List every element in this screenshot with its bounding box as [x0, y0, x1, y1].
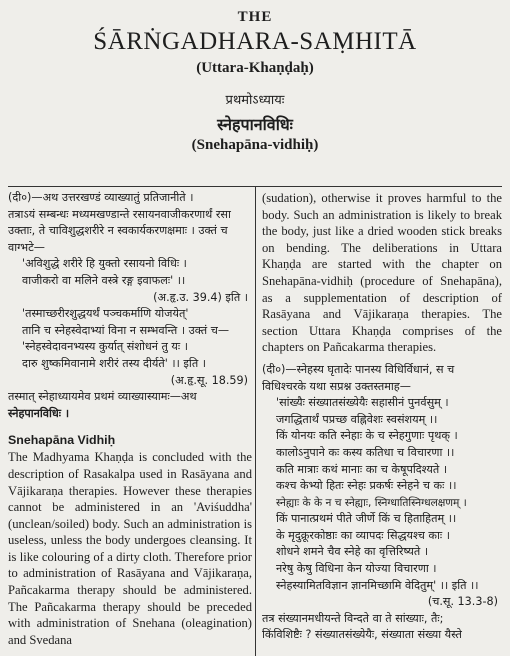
commentary-line: स्नेहपानविधिः । — [8, 406, 70, 420]
section-heading: Snehapāna Vidhiḥ — [8, 433, 116, 448]
verse-line: 'स्नेहस्वेदावनभ्यस्य कुर्यात् संशोधनं तु यः । — [22, 340, 188, 354]
body-paragraph: The Madhyama Khaṇḍa is concluded with the description of Rasakalpa used in Rasāyana and Vājikaraṇa therapies. However these therapies cannot be administered in an 'Aviśuddha' (unclean/soiled) body. Such an administration is useless, unless the body undergoes cleansing. It is like colouring of a dirty cloth. Therefore prior to administration of Rasāyana and Vājikaraṇa, Pañcakarma therapy should be administered. The Pañcakarma therapy should be preceded with administration of Snehana (oleagination) and Svedana — [8, 450, 252, 647]
page-header — [0, 8, 510, 154]
commentary-line: तत्र संख्यानमधीयन्ते विन्दते वा ते सांख्याः, तैः; — [262, 611, 444, 625]
verse-line: 'अविशुद्धे शरीरे हि युक्तो रसायनो विधिः । — [22, 257, 187, 271]
verse-line: कालोऽनुपाने कः कस्य कतिधा च विचारणा ।। — [276, 445, 455, 459]
commentary-line: तस्मात् स्नेहाध्यायमेव प्रथमं व्याख्यास्यामः—अथ — [8, 390, 197, 404]
body-paragraph: (sudation), otherwise it proves harmful to the body. Such an administration is likely to break the body, just like a dried wooden stick breaks on bending. The deliberations in Uttara Khaṇḍa are started with the chapter on Snehapāna-vidhiḥ (procedure of Snehapāna), as a supplementation of description of Rasāyana and Vājikaraṇa therapies. The section Uttara Khaṇḍa comprises of the chapters on Pañcakarma therapies. — [262, 191, 502, 355]
commentary-line: विधिश्चरके यथा सप्रश्न उक्तस्तमाह— — [262, 379, 411, 393]
verse-line: दारु शुष्कमिवानामे शरीरं तस्य दीर्यते' ।। इति । — [22, 356, 206, 370]
verse-line: कति मात्राः कथं मानाः का च केषूपदिश्यते । — [276, 462, 448, 476]
verse-line: तानि च स्नेहस्वेदाभ्यां विना न सम्भवन्ति । उक्तं च— — [22, 323, 230, 337]
commentary-line: उक्ताः, ते चाविशुद्धशरीरे न स्वकार्यकरणक्षमाः । उक्तं च — [8, 224, 228, 238]
column-divider — [255, 186, 256, 656]
commentary-line: किंविशिष्टैः ? संख्यातसंख्येयैः, संख्याता संख्या यैस्ते — [262, 628, 462, 642]
commentary-line: (दी०)—स्नेहस्य घृतादेः पानस्य विधिर्विधानं, स च — [262, 362, 455, 376]
verse-line: स्नेहस्यामितविज्ञान ज्ञानमिच्छामि वेदितुम्' ।। इति ।। — [276, 578, 479, 592]
verse-reference: (अ.हृ.उ. 39.4) इति । — [153, 290, 248, 304]
verse-line: किं योनयः कति स्नेहाः के च स्नेहगुणाः पृथक् । — [276, 429, 458, 443]
chapter-number: प्रथमोऽध्यायः — [225, 93, 285, 108]
verse-line: शोधने शमने चैव स्नेहे का वृत्तिरिष्यते । — [276, 545, 429, 559]
commentary-line: (दी०)—अथ उत्तरखण्डं व्याख्यातुं प्रतिजानीते । — [8, 191, 194, 204]
verse-reference: (अ.हृ.सू. 18.59) — [170, 373, 248, 387]
book-title: ŚĀRṄGADHARA-SAṂHITĀ — [93, 28, 417, 55]
commentary-line: वाग्भटे— — [8, 240, 45, 254]
book-the: THE — [237, 9, 273, 25]
book-subtitle: (Uttara-Khaṇḍaḥ) — [196, 60, 314, 76]
chapter-title-devanagari: स्नेहपानविधिः — [217, 114, 293, 134]
commentary-line: तत्राऽयं सम्बन्धः मध्यमखण्डान्ते रसायनवाजीकरणार्थं रसा — [8, 207, 231, 221]
verse-line: कश्च केभ्यो हितः स्नेहः प्रकर्षः स्नेहने च कः ।। — [276, 479, 457, 493]
verse-line: के मृदुक्रूरकोष्ठाः का व्यापदः सिद्धयश्च काः । — [276, 528, 450, 542]
verse-line: वाजीकरो वा मलिने वस्त्रे रङ्ग इवाफलः' ।। — [22, 273, 186, 287]
verse-line: 'सांख्यैः संख्यातसंख्येयैः सहासीनं पुनर्वसुम् । — [276, 396, 449, 410]
verse-line: जगद्धितार्थं पप्रच्छ वह्निवेशः स्वसंशयम् ।। — [276, 412, 438, 426]
verse-reference: (च.सू. 13.3-8) — [427, 595, 498, 609]
left-column — [8, 190, 252, 648]
verse-line: किं पानात्प्रथमं पीते जीर्णे किं च हिताहितम् ।। — [276, 512, 457, 526]
right-column — [262, 190, 502, 644]
verse-line: नरेषु केषु विधिना केन योज्या विचारणा । — [276, 562, 437, 576]
verse-line: स्नेह्याः के के न च स्नेह्याः, स्निग्धातिस्निग्धलक्षणम् । — [276, 496, 467, 509]
chapter-title-roman: (Snehapāna-vidhiḥ) — [191, 137, 319, 154]
verse-line: 'तस्माच्छरीरशुद्धयर्थं पञ्चकर्माणि योजयेत्' — [22, 307, 189, 321]
